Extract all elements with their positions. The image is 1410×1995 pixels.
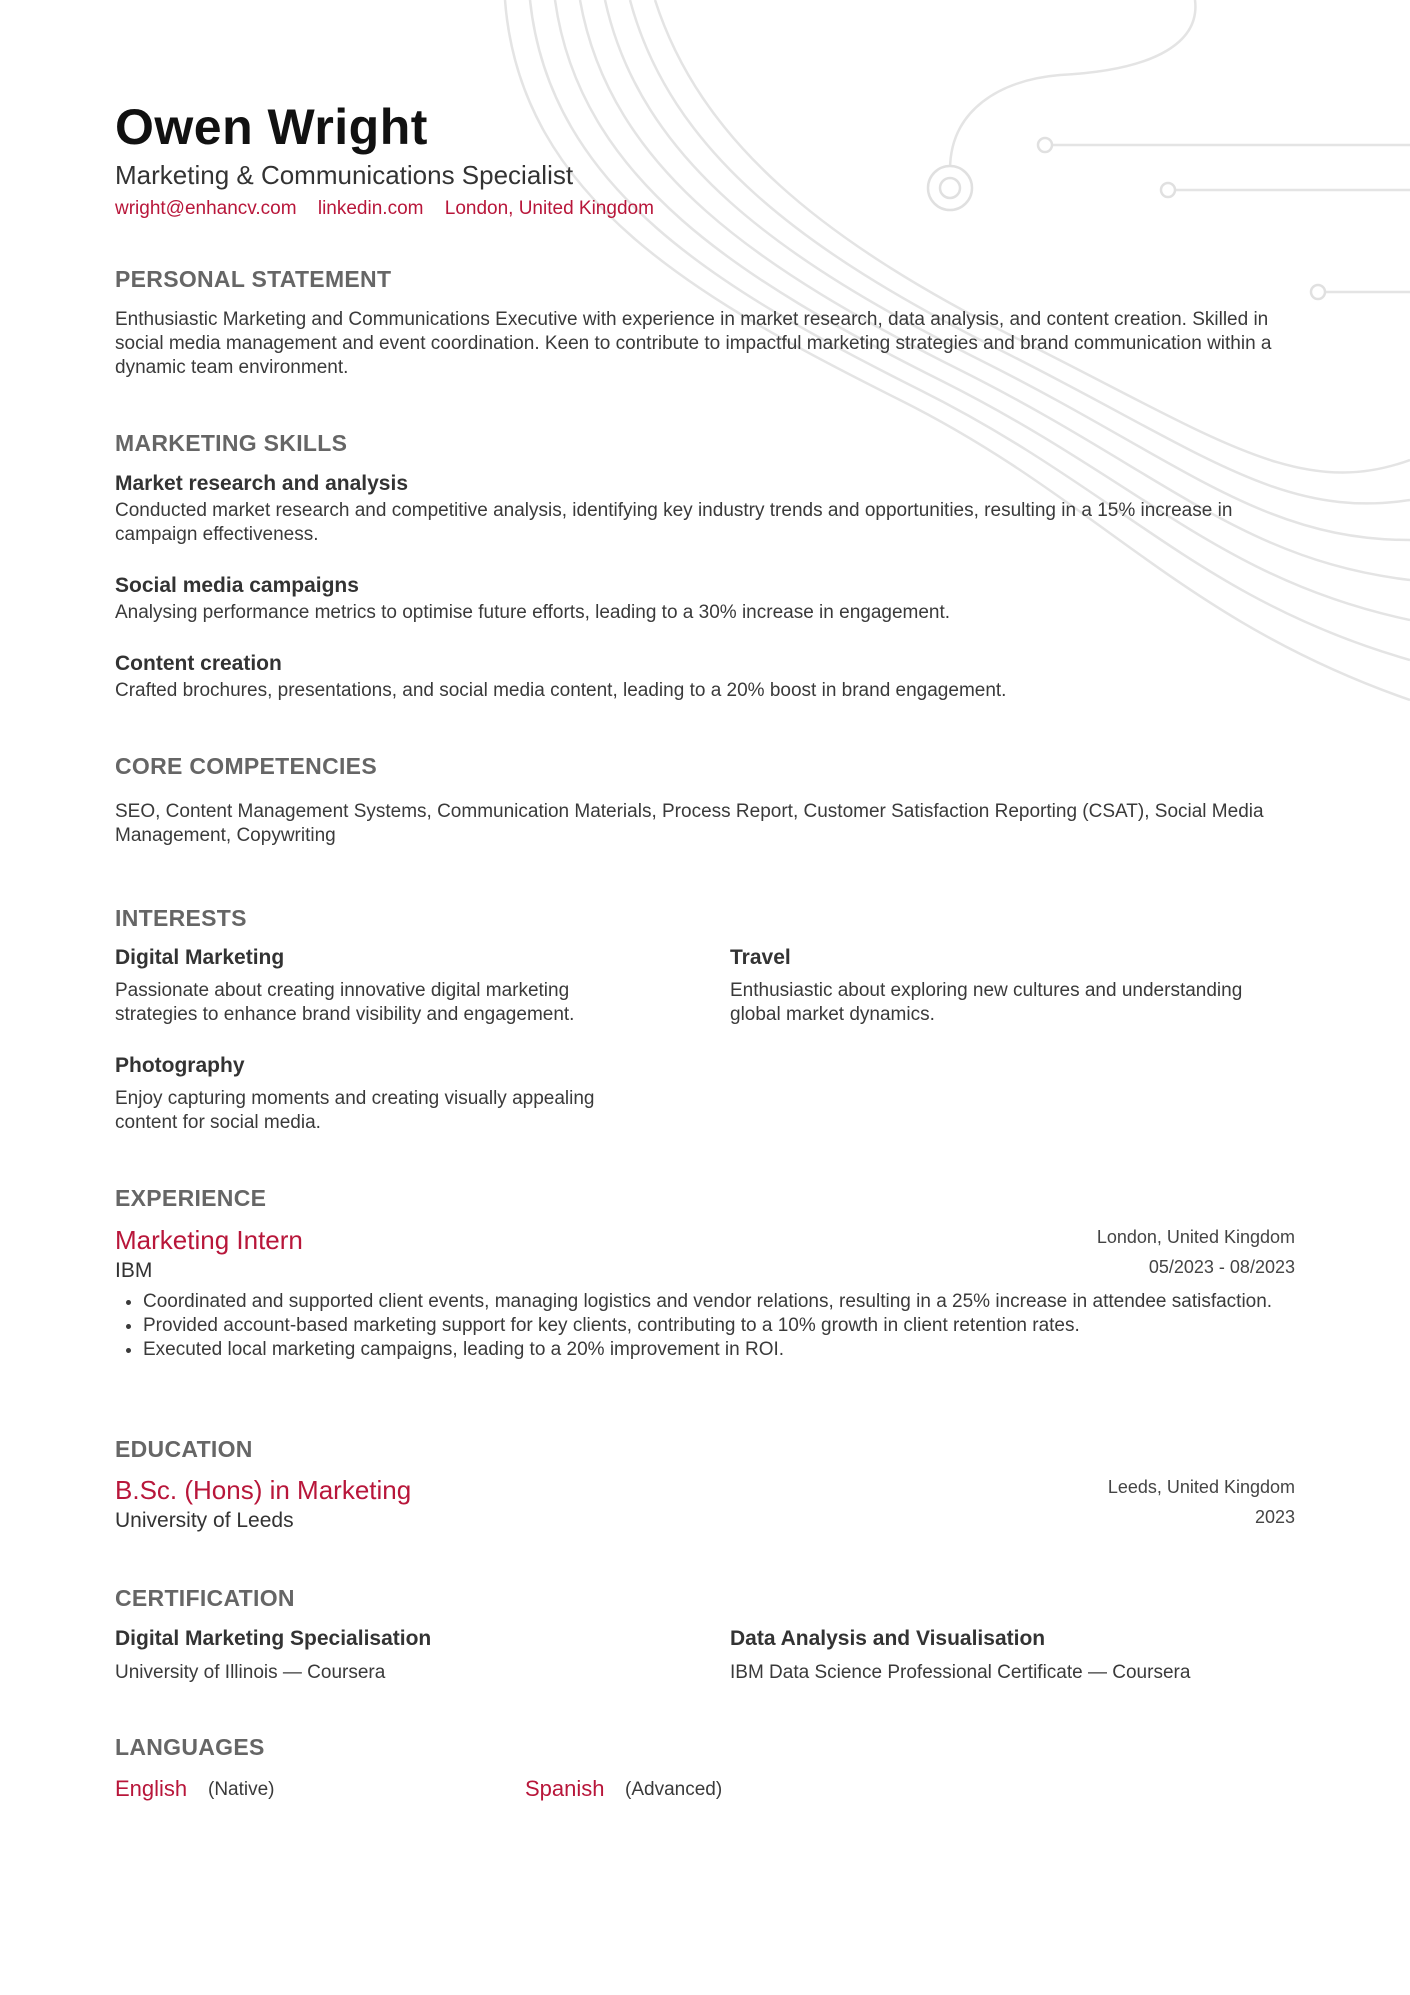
candidate-name: Owen Wright (115, 99, 428, 155)
education-heading: EDUCATION (115, 1436, 253, 1462)
interest-description: Enjoy capturing moments and creating visually appealing content for social media. (115, 1088, 595, 1133)
skill-title: Content creation (115, 652, 282, 675)
certification-title: Data Analysis and Visualisation (730, 1627, 1046, 1650)
list-item: • Coordinated and supported client events, managing logistics and vendor relations, resulting in a 25% increase in attendee satisfaction. (143, 1290, 1323, 1314)
certification-title: Digital Marketing Specialisation (115, 1627, 432, 1650)
job-role: Marketing Intern (115, 1225, 303, 1255)
experience-bullets (115, 1290, 1323, 1362)
experience-heading: EXPERIENCE (115, 1185, 267, 1211)
skill-description: Conducted market research and competitive analysis, identifying key industry trends and opportunities, resulting in a 15% increase in campaign effectiveness. (115, 500, 1233, 545)
school-location: Leeds, United Kingdom (1107, 1477, 1295, 1497)
list-item: • Executed local marketing campaigns, leading to a 20% improvement in ROI. (143, 1338, 1323, 1362)
graduation-year: 2023 (1254, 1507, 1295, 1527)
skill-description: Crafted brochures, presentations, and social media content, leading to a 20% boost in brand engagement. (115, 680, 1007, 701)
candidate-title: Marketing & Communications Specialist (115, 160, 574, 190)
core-competencies-text: SEO, Content Management Systems, Communication Materials, Process Report, Customer Satisfaction Reporting (CSAT), Social Media Management, Copywriting (115, 801, 1264, 846)
language-level: (Advanced) (625, 1779, 723, 1800)
personal-statement-heading: PERSONAL STATEMENT (115, 266, 392, 292)
company-name: IBM (115, 1259, 153, 1282)
skill-title: Market research and analysis (115, 472, 408, 495)
school-name: University of Leeds (115, 1509, 294, 1532)
personal-statement-text: Enthusiastic Marketing and Communications Executive with experience in market research, data analysis, and content creation. Skilled in social media management and event coordination. Keen to contribute to impactful marketing strategies and brand communication within a dynamic team environment. (115, 309, 1272, 378)
location-text: London, United Kingdom (444, 198, 654, 219)
certification-issuer: University of Illinois — Coursera (115, 1662, 386, 1683)
job-dates: 05/2023 - 08/2023 (1148, 1257, 1295, 1277)
skill-description: Analysing performance metrics to optimise future efforts, leading to a 30% increase in engagement. (115, 602, 951, 623)
interest-title: Travel (730, 946, 791, 969)
job-location: London, United Kingdom (1096, 1227, 1295, 1247)
certification-heading: CERTIFICATION (115, 1585, 295, 1611)
language-level: (Native) (208, 1779, 275, 1800)
language-name: English (115, 1776, 188, 1801)
degree-title: B.Sc. (Hons) in Marketing (115, 1475, 412, 1505)
language-name: Spanish (525, 1776, 605, 1801)
email-link[interactable]: wright@enhancv.com (115, 198, 297, 219)
interest-title: Photography (115, 1054, 245, 1077)
linkedin-link[interactable]: linkedin.com (317, 198, 424, 219)
interest-description: Passionate about creating innovative digital marketing strategies to enhance brand visibility and engagement. (115, 980, 575, 1025)
interest-description: Enthusiastic about exploring new cultures and understanding global market dynamics. (730, 980, 1243, 1025)
skill-title: Social media campaigns (115, 574, 359, 597)
marketing-skills-heading: MARKETING SKILLS (115, 430, 348, 456)
interests-heading: INTERESTS (115, 905, 247, 931)
core-competencies-heading: CORE COMPETENCIES (115, 753, 377, 779)
list-item: • Provided account-based marketing support for key clients, contributing to a 10% growth in client retention rates. (143, 1314, 1323, 1338)
interest-title: Digital Marketing (115, 946, 285, 969)
contact-line (115, 198, 670, 220)
languages-heading: LANGUAGES (115, 1734, 265, 1760)
certification-issuer: IBM Data Science Professional Certificate — Coursera (730, 1662, 1191, 1683)
